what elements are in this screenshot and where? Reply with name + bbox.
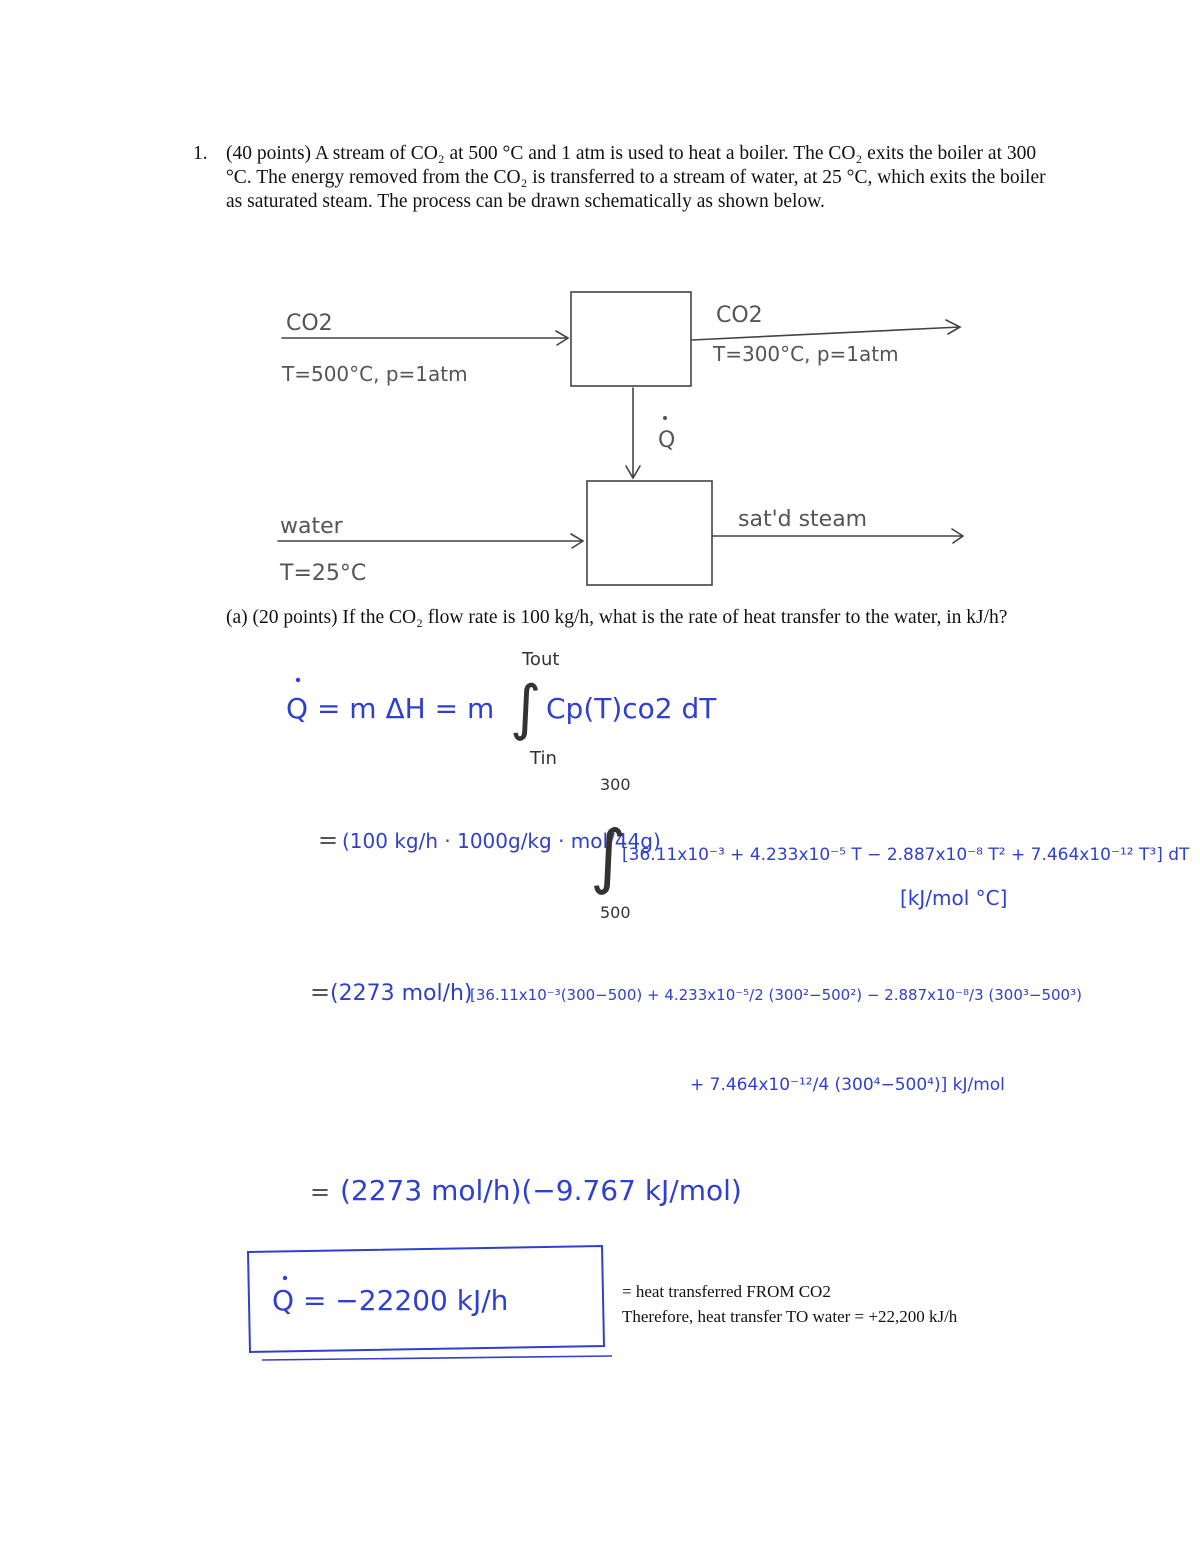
eq2-polynomial: [36.11x10⁻³ + 4.233x10⁻⁵ T − 2.887x10⁻⁸ T² + 7.464x10⁻¹² T³] dT — [622, 845, 1190, 865]
problem-text: (40 points) A stream of CO₂ at 500 °C and 1 atm is used to heat a boiler. The CO₂ exits the boiler at 300 °C. The energy removed from the CO₂ is transferred to a stream of water, at 25 °C, which exits the boiler as saturated steam. The process can be drawn schematically as shown below. — [226, 143, 1046, 212]
final-answer: Q = −22200 kJ/h — [272, 1284, 509, 1317]
eq1-integral-sign: ∫ — [510, 673, 542, 743]
eq3-terms-line2: + 7.464x10⁻¹²/4 (300⁴−500⁴)] kJ/mol — [690, 1075, 1005, 1095]
water-inlet-label: water — [280, 514, 343, 539]
eq4-expr: (2273 mol/h)(−9.767 kJ/mol) — [340, 1174, 742, 1207]
steam-outlet-label: sat'd steam — [738, 507, 868, 532]
eq1-upper-limit: Tout — [522, 649, 560, 670]
note-line-2: Therefore, heat transfer TO water = +22,200 kJ/h — [622, 1307, 958, 1326]
eq2-lower-limit: 500 — [600, 903, 631, 922]
co2-inlet-label: CO2 — [286, 311, 333, 336]
q-dot-eq1 — [296, 678, 300, 682]
answer-underline — [262, 1356, 612, 1360]
eq2-prefix: = — [318, 826, 339, 854]
note-line-1: = heat transferred FROM CO2 — [622, 1282, 831, 1301]
eq3-prefix: = — [310, 978, 331, 1006]
eq2-upper-limit: 300 — [600, 775, 631, 794]
eq3-flow: (2273 mol/h) — [330, 981, 473, 1006]
water-inlet-conditions: T=25°C — [280, 561, 367, 586]
eq1-lhs: Q = m ΔH = m — [286, 692, 495, 725]
eq1-lower-limit: Tin — [530, 748, 557, 769]
part-a-question: (a) (20 points) If the CO₂ flow rate is 100 kg/h, what is the rate of heat transfer to the water, in kJ/h? — [226, 607, 1008, 628]
eq2-integral-sign: ∫ — [590, 815, 627, 897]
co2-outlet-conditions: T=300°C, p=1atm — [713, 342, 899, 366]
eq2-units: [kJ/mol °C] — [900, 886, 1008, 910]
eq2-flow: (100 kg/h · 1000g/kg · mol/44g) — [342, 829, 661, 853]
co2-inlet-conditions: T=500°C, p=1atm — [282, 362, 468, 386]
co2-outlet-label: CO2 — [716, 303, 763, 328]
q-dot-answer — [283, 1276, 287, 1280]
answer-note — [622, 1279, 957, 1329]
eq1-integrand: Cp(T)co2 dT — [546, 692, 717, 725]
heat-q-label: Q — [658, 428, 676, 453]
eq4-prefix: = — [310, 1178, 331, 1206]
problem-number: 1. — [193, 143, 208, 164]
eq3-terms: [36.11x10⁻³(300−500) + 4.233x10⁻⁵/2 (300²−500²) − 2.887x10⁻⁸/3 (300³−500³) — [470, 986, 1082, 1004]
